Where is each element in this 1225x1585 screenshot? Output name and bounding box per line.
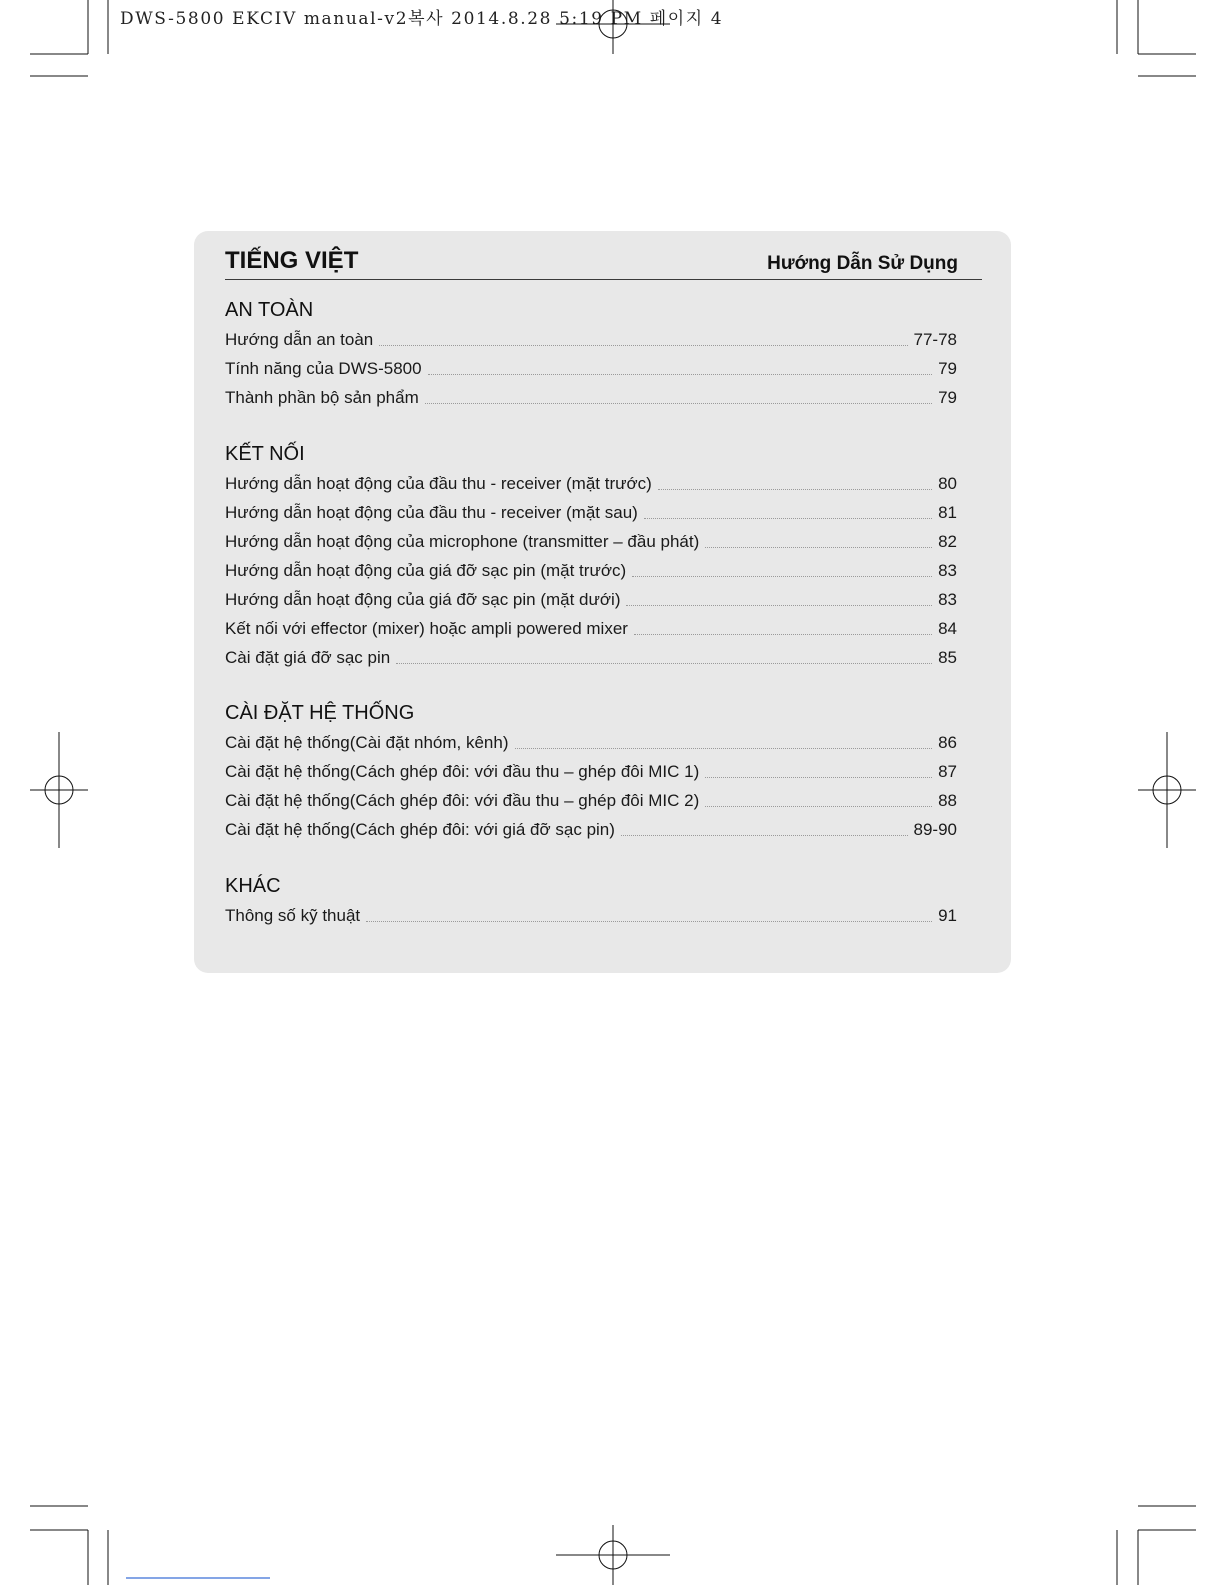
entry-label: Cài đặt hệ thống(Cách ghép đôi: với giá đỡ sạc pin) bbox=[225, 820, 615, 839]
toc-entry bbox=[225, 815, 957, 844]
toc-entry bbox=[225, 585, 957, 614]
toc-entry bbox=[225, 354, 957, 383]
entry-label: Kết nối với effector (mixer) hoặc ampli powered mixer bbox=[225, 619, 628, 638]
entry-label: Thành phần bộ sản phẩm bbox=[225, 388, 419, 407]
entry-page: 88 bbox=[938, 791, 957, 810]
toc-entry bbox=[225, 527, 957, 556]
entry-label: Hướng dẫn hoạt động của đầu thu - receiver (mặt sau) bbox=[225, 503, 638, 522]
section-heading: KẾT NỐI bbox=[225, 443, 305, 465]
entry-label: Thông số kỹ thuật bbox=[225, 906, 361, 925]
dot-leader bbox=[379, 344, 907, 346]
entry-label: Hướng dẫn hoạt động của microphone (transmitter – đầu phát) bbox=[225, 532, 700, 551]
entry-page: 86 bbox=[938, 733, 957, 752]
entry-page: 77-78 bbox=[913, 330, 957, 349]
toc-entry bbox=[225, 757, 957, 786]
dot-leader bbox=[705, 546, 932, 548]
dot-leader bbox=[621, 834, 908, 836]
dot-leader bbox=[634, 633, 932, 635]
toc-entry bbox=[225, 643, 957, 672]
entry-page: 82 bbox=[938, 532, 957, 551]
manual-subtitle: Hướng Dẫn Sử Dụng bbox=[767, 253, 958, 274]
entry-label: Cài đặt hệ thống(Cách ghép đôi: với đầu thu – ghép đôi MIC 1) bbox=[225, 762, 700, 781]
toc-section-system-setup bbox=[225, 699, 957, 844]
entry-page: 85 bbox=[938, 648, 957, 667]
language-title: TIẾNG VIỆT bbox=[225, 247, 359, 274]
entry-page: 83 bbox=[938, 561, 957, 580]
toc-entry bbox=[225, 614, 957, 643]
toc-header bbox=[225, 245, 982, 280]
dot-leader bbox=[705, 776, 932, 778]
dot-leader bbox=[658, 488, 932, 490]
entry-label: Hướng dẫn an toàn bbox=[225, 330, 374, 349]
toc-entry bbox=[225, 556, 957, 585]
entry-label: Tính năng của DWS-5800 bbox=[225, 359, 422, 378]
dot-leader bbox=[644, 517, 932, 519]
entry-label: Hướng dẫn hoạt động của giá đỡ sạc pin (mặt trước) bbox=[225, 561, 627, 580]
entry-page: 83 bbox=[938, 590, 957, 609]
entry-page: 89-90 bbox=[913, 820, 957, 839]
entry-page: 81 bbox=[938, 503, 957, 522]
print-slug: DWS-5800 EKCIV manual-v2복사 2014.8.28 5:19 PM 페이지 4 bbox=[120, 9, 724, 29]
toc-entry bbox=[225, 498, 957, 527]
section-heading: CÀI ĐẶT HỆ THỐNG bbox=[225, 702, 415, 724]
entry-page: 91 bbox=[938, 906, 957, 925]
dot-leader bbox=[515, 747, 933, 749]
toc-entry bbox=[225, 383, 957, 412]
toc-section-safety bbox=[225, 296, 957, 412]
entry-page: 79 bbox=[938, 388, 957, 407]
entry-label: Hướng dẫn hoạt động của giá đỡ sạc pin (mặt dưới) bbox=[225, 590, 621, 609]
toc-entry bbox=[225, 728, 957, 757]
entry-label: Cài đặt hệ thống(Cài đặt nhóm, kênh) bbox=[225, 733, 509, 752]
dot-leader bbox=[705, 805, 932, 807]
dot-leader bbox=[366, 920, 932, 922]
entry-page: 79 bbox=[938, 359, 957, 378]
toc-section-connection bbox=[225, 440, 957, 672]
entry-page: 87 bbox=[938, 762, 957, 781]
toc-entry bbox=[225, 901, 957, 930]
toc-entry bbox=[225, 325, 957, 354]
dot-leader bbox=[396, 662, 932, 664]
entry-label: Cài đặt hệ thống(Cách ghép đôi: với đầu thu – ghép đôi MIC 2) bbox=[225, 791, 700, 810]
toc-panel bbox=[194, 231, 1011, 973]
toc-section-other bbox=[225, 872, 957, 930]
section-heading: KHÁC bbox=[225, 875, 281, 897]
entry-page: 80 bbox=[938, 474, 957, 493]
entry-label: Hướng dẫn hoạt động của đầu thu - receiver (mặt trước) bbox=[225, 474, 652, 493]
section-heading: AN TOÀN bbox=[225, 299, 314, 321]
dot-leader bbox=[626, 604, 932, 606]
entry-label: Cài đặt giá đỡ sạc pin bbox=[225, 648, 391, 667]
dot-leader bbox=[632, 575, 932, 577]
toc-entry bbox=[225, 469, 957, 498]
toc-entry bbox=[225, 786, 957, 815]
dot-leader bbox=[428, 373, 933, 375]
entry-page: 84 bbox=[938, 619, 957, 638]
dot-leader bbox=[425, 402, 932, 404]
